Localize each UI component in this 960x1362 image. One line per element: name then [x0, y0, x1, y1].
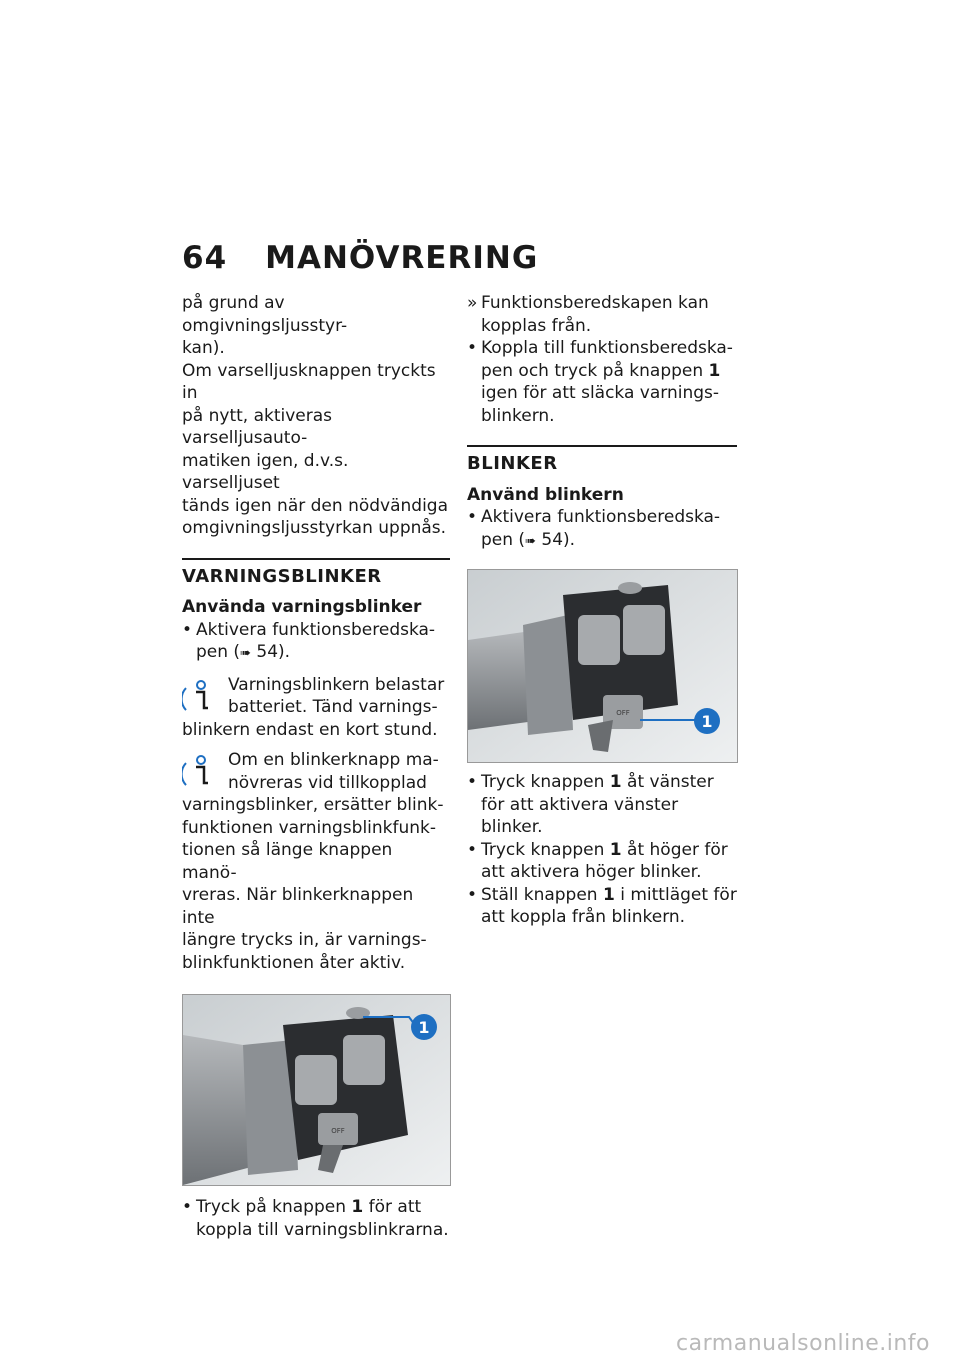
result-item: » Funktionsberedskapen kan kopplas från. [467, 293, 709, 336]
intro-text: på grund av omgivningsljusstyr- kan). [182, 293, 348, 358]
result-arrow-icon: » [467, 293, 478, 313]
info-icon [182, 753, 220, 789]
page-header [182, 240, 538, 276]
left-column [182, 292, 450, 1241]
page-ref-link[interactable]: 54 [256, 642, 279, 662]
paragraph-low-beam: Om varselljusknappen tryckts in på nytt, aktiveras varselljusauto- matiken igen, d.v.s. varselljuset tänds igen när den nödvändiga omgivningsljusstyrkan uppnås. [182, 360, 449, 538]
handlebar-switch-illustration [183, 995, 450, 1185]
watermark: carmanualsonline.info [676, 1331, 930, 1356]
handlebar-switch-illustration [468, 570, 737, 762]
list-item: • Tryck knappen 1 åt höger för att aktivera höger blinker. [467, 839, 728, 882]
list-item: • Aktivera funktionsberedska- pen (➠ 54). [467, 507, 721, 550]
figure-callout-1: 1 [418, 1018, 430, 1037]
figure-hazard-switch [182, 994, 451, 1186]
list-item: • Aktivera funktionsberedska- pen (➠ 54). [182, 619, 436, 662]
off-label: OFF [331, 1127, 345, 1135]
subsection-title-indicator: Använd blinkern [467, 484, 624, 505]
info-note: Varningsblinkern belastar batteriet. Tänd varnings- blinkern endast en kort stund. [182, 674, 445, 740]
section-divider [467, 445, 737, 447]
figure-indicator-switch [467, 569, 738, 763]
right-column [467, 292, 737, 929]
list-item: • Tryck knappen 1 åt vänster för att aktivera vänster blinker. [467, 772, 714, 837]
list-item: • Ställ knappen 1 i mittläget för att koppla från blinkern. [467, 884, 737, 927]
page-ref-arrow-icon: ➠ [525, 533, 536, 549]
page-number: 64 [182, 240, 228, 276]
section-divider [182, 558, 450, 560]
page-title: MANÖVRERING [265, 240, 539, 276]
section-title-hazard: VARNINGSBLINKER [182, 565, 382, 587]
list-item: • Koppla till funktionsberedska- pen och tryck på knappen 1 igen för att släcka varnings- blinkern. [467, 338, 733, 426]
info-icon [182, 678, 220, 714]
page-ref-link[interactable]: 54 [541, 529, 564, 550]
subsection-title-hazard: Använda varningsblinker [182, 597, 422, 617]
info-note: Om en blinkerknapp ma- növreras vid tillkopplad varningsblinker, ersätter blink- funktionen varningsblinkfunk- tionen så länge knappen manö- vreras. När blinkerknappen inte längre trycks in, är varnings- blinkfunktionen åter aktiv. [182, 750, 444, 973]
figure-callout-1: 1 [701, 712, 713, 731]
page-ref-arrow-icon: ➠ [240, 646, 251, 661]
section-title-indicator: BLINKER [467, 453, 558, 474]
list-item: • Tryck på knappen 1 för att koppla till varningsblinkrarna. [182, 1197, 449, 1240]
off-label: OFF [616, 709, 630, 717]
